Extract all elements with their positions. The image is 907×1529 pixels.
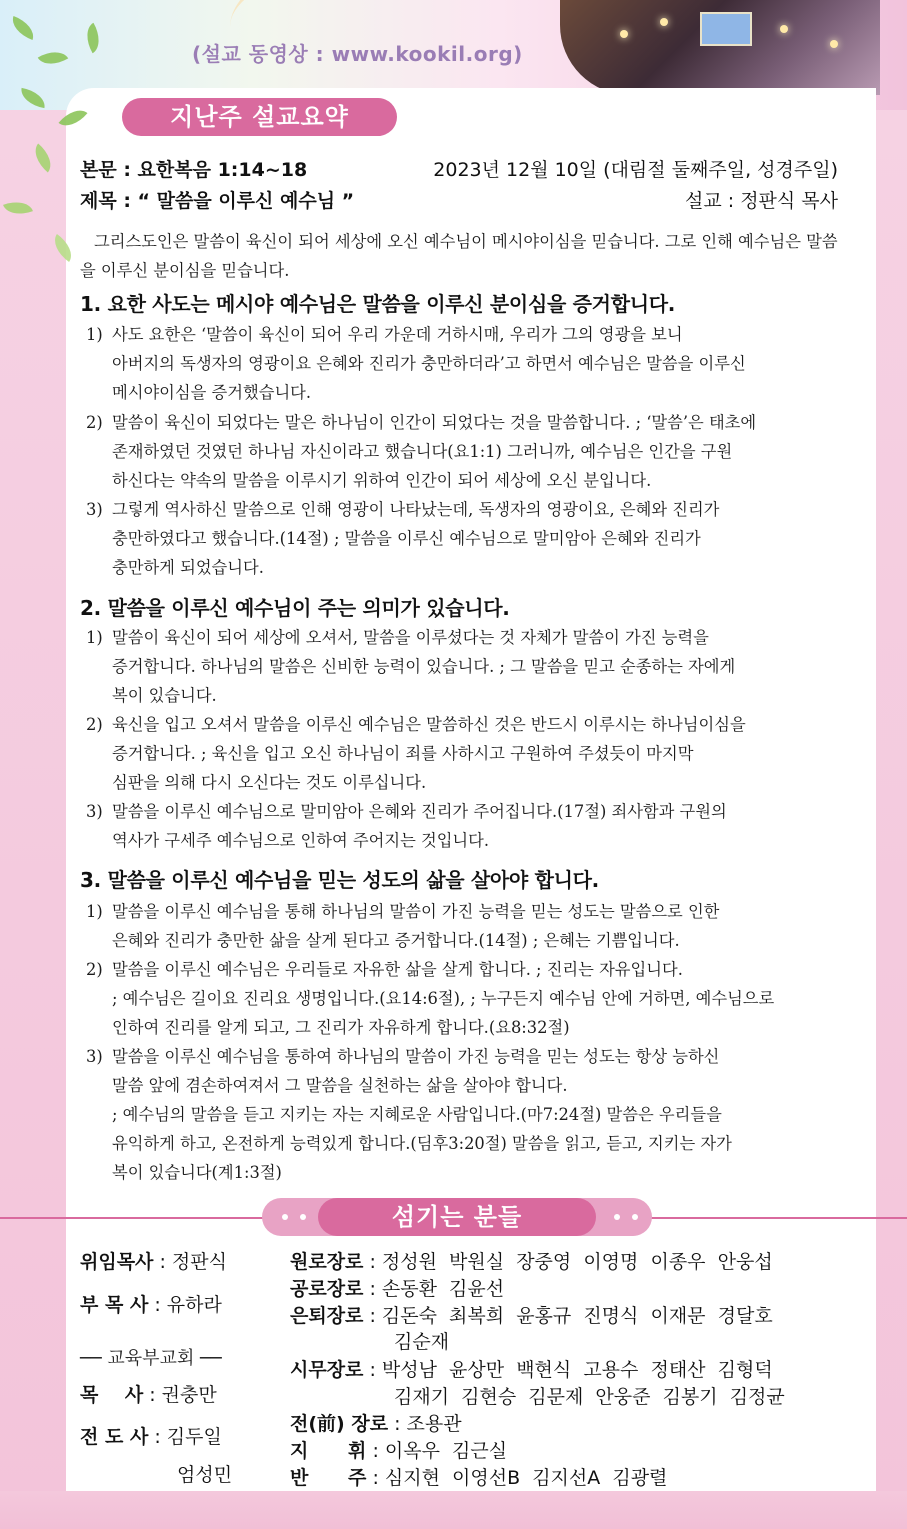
sermon-title: 제목 : “ 말씀을 이루신 예수님 ”: [80, 190, 355, 212]
item-number: 3): [86, 1047, 103, 1066]
item-line: ; 예수님의 말씀을 듣고 지키는 자는 지혜로운 사람입니다.(마7:24절) 말씀은 우리들을: [112, 1105, 722, 1124]
item-number: 2): [86, 960, 103, 979]
item-line: 인하여 진리를 알게 되고, 그 진리가 자유하게 합니다.(요8:32절): [112, 1018, 570, 1037]
item-line: 복이 있습니다(계1:3절): [112, 1163, 282, 1182]
list-item: [86, 955, 840, 1042]
footer-band: [0, 1491, 907, 1529]
elder-names: 김순재: [394, 1331, 450, 1353]
elder-names: 김돈숙 최복희 윤홍규 진명식 이재문 경달호: [381, 1305, 773, 1327]
staff-names: 정판식: [171, 1251, 227, 1273]
item-line: ; 예수님은 길이요 진리요 생명입니다.(요14:6절), ; 누구든지 예수님 안에 거하면, 예수님으로: [112, 989, 775, 1008]
preacher: 설교 : 정판식 목사: [685, 190, 838, 212]
item-number: 3): [86, 802, 103, 821]
education-division-label: ── 교육부교회 ──: [80, 1348, 222, 1369]
staff-role: 목 사: [80, 1384, 144, 1406]
elder-role: 공로장로: [290, 1278, 364, 1300]
item-number: 1): [86, 325, 103, 344]
elder-row: 시무장로 : 박성남 윤상만 백현식 고용수 정태산 김형덕: [290, 1359, 773, 1381]
item-line: 말씀을 이루신 예수님으로 말미암아 은혜와 진리가 주어집니다.(17절) 죄사함과 구원의: [112, 802, 727, 821]
list-item: [86, 408, 840, 495]
item-number: 2): [86, 413, 103, 432]
item-line: 그렇게 역사하신 말씀으로 인해 영광이 나타났는데, 독생자의 영광이요, 은혜와 진리가: [112, 500, 720, 519]
elder-names: 이옥우 김근실: [384, 1440, 508, 1462]
item-line: 사도 요한은 ‘말씀이 육신이 되어 우리 가운데 거하시매, 우리가 그의 영광을 보니: [112, 325, 683, 344]
church-worship-photo: [560, 0, 880, 95]
elder-names: 박성남 윤상만 백현식 고용수 정태산 김형덕: [381, 1359, 773, 1381]
staff-role: 전 도 사: [80, 1426, 149, 1448]
staff-names: 엄성민: [177, 1464, 233, 1486]
item-line: 유익하게 하고, 온전하게 능력있게 합니다.(딤후3:20절) 말씀을 읽고, 듣고, 지키는 자가: [112, 1134, 732, 1153]
list-item: [86, 897, 840, 955]
elder-row: [394, 1327, 449, 1354]
list-item: [86, 495, 840, 582]
elder-names: 조용관: [406, 1413, 462, 1435]
elder-names: 손동환 김윤선: [381, 1278, 505, 1300]
staff-names: 유하라: [166, 1294, 222, 1316]
elder-names: 심지현 이영선B 김지선A 김광렬: [384, 1467, 668, 1489]
elder-names: 정성원 박원실 장중영 이영명 이종우 안웅섭: [381, 1251, 773, 1273]
sermon-video-url[interactable]: (설교 동영상 : www.kookil.org): [192, 42, 523, 66]
item-line: 하신다는 약속의 말씀을 이루시기 위하여 인간이 되어 세상에 오신 분입니다.: [112, 471, 652, 490]
staff-role: 부 목 사: [80, 1294, 149, 1316]
item-line: 존재하였던 것였던 하나님 자신이라고 했습니다(요1:1) 그러니까, 예수님은 인간을 구원: [112, 442, 733, 461]
elder-row: 공로장로 : 손동환 김윤선: [290, 1278, 505, 1300]
intro-paragraph: 그리스도인은 말씀이 육신이 되어 세상에 오신 예수님이 메시야이심을 믿습니다. 그로 인해 예수님은 말씀을 이루신 분이심을 믿습니다.: [80, 232, 838, 280]
elder-role: 시무장로: [290, 1359, 364, 1381]
section-heading-1: 1. 요한 사도는 메시야 예수님은 말씀을 이루신 분이심을 증거합니다.: [80, 292, 676, 316]
section-heading-2: 2. 말씀을 이루신 예수님이 주는 의미가 있습니다.: [80, 596, 510, 620]
item-line: 말씀이 육신이 되어 세상에 오셔서, 말씀을 이루셨다는 것 자체가 말씀이 가진 능력을: [112, 628, 709, 647]
item-line: 말씀을 이루신 예수님은 우리들로 자유한 삶을 살게 합니다. ; 진리는 자유입니다.: [112, 960, 683, 979]
divider-dot: [632, 1214, 638, 1220]
item-line: 아버지의 독생자의 영광이요 은혜와 진리가 충만하더라’고 하면서 예수님은 말씀을 이루신: [112, 354, 746, 373]
list-item: [86, 1042, 840, 1187]
staff-row: 위임목사 : 정판식: [80, 1247, 227, 1274]
staff-names: 김두일: [166, 1426, 222, 1448]
elder-row: 반 주 : 심지현 이영선B 김지선A 김광렬: [290, 1467, 668, 1489]
elder-role: 반 주: [290, 1467, 367, 1489]
elder-row: 지 휘 : 이옥우 김근실: [290, 1440, 508, 1462]
divider-dot: [300, 1214, 306, 1220]
divider-dot: [282, 1214, 288, 1220]
elder-role: 전(前) 장로: [290, 1413, 389, 1435]
scripture-reference: 본문 : 요한복음 1:14~18: [80, 159, 308, 181]
staff-row: 부 목 사 : 유하라: [80, 1290, 222, 1317]
staff-row: 목 사 : 권충만: [80, 1380, 217, 1407]
elder-row: 전(前) 장로 : 조용관: [290, 1413, 462, 1435]
elder-row: 은퇴장로 : 김돈숙 최복희 윤홍규 진명식 이재문 경달호: [290, 1305, 773, 1327]
elder-role: 원로장로: [290, 1251, 364, 1273]
item-line: 말씀이 육신이 되었다는 말은 하나님이 인간이 되었다는 것을 말씀합니다. ; ‘말씀’은 태초에: [112, 413, 757, 432]
item-line: 육신을 입고 오셔서 말씀을 이루신 예수님은 말씀하신 것은 반드시 이루시는 하나님이심을: [112, 715, 746, 734]
elder-names: 김재기 김현승 김문제 안웅준 김봉기 김정균: [394, 1386, 785, 1408]
staff-role: 위임목사: [80, 1251, 154, 1273]
item-line: 메시야이심을 증거했습니다.: [112, 383, 312, 402]
elder-row: 원로장로 : 정성원 박원실 장중영 이영명 이종우 안웅섭: [290, 1251, 773, 1273]
item-line: 증거합니다. ; 육신을 입고 오신 하나님이 죄를 사하시고 구원하여 주셨듯이 마지막: [112, 744, 694, 763]
staff-names: 권충만: [161, 1384, 217, 1406]
item-line: 충만하게 되었습니다.: [112, 558, 264, 577]
elder-role: 지 휘: [290, 1440, 367, 1462]
section-title-serving: 섬기는 분들: [318, 1198, 596, 1236]
item-line: 말씀을 이루신 예수님을 통해 하나님의 말씀이 가진 능력을 믿는 성도는 말씀으로 인한: [112, 902, 720, 921]
list-item: [86, 797, 840, 855]
item-line: 심판을 의해 다시 오신다는 것도 이루십니다.: [112, 773, 427, 792]
item-line: 말씀 앞에 겸손하여져서 그 말씀을 실천하는 삶을 살아야 합니다.: [112, 1076, 568, 1095]
staff-row: [177, 1460, 232, 1487]
staff-row: 전 도 사 : 김두일: [80, 1422, 222, 1449]
item-line: 증거합니다. 하나님의 말씀은 신비한 능력이 있습니다. ; 그 말씀을 믿고 순종하는 자에게: [112, 657, 736, 676]
item-line: 말씀을 이루신 예수님을 통하여 하나님의 말씀이 가진 능력을 믿는 성도는 항상 능하신: [112, 1047, 720, 1066]
item-line: 복이 있습니다.: [112, 686, 217, 705]
item-line: 은혜와 진리가 충만한 삶을 살게 된다고 증거합니다.(14절) ; 은혜는 기쁨입니다.: [112, 931, 680, 950]
item-number: 2): [86, 715, 103, 734]
sermon-date: 2023년 12월 10일 (대림절 둘째주일, 성경주일): [433, 159, 838, 181]
list-item: [86, 623, 840, 710]
list-item: [86, 320, 840, 407]
list-item: [86, 710, 840, 797]
item-line: 역사가 구세주 예수님으로 인하여 주어지는 것입니다.: [112, 831, 490, 850]
elder-row: [394, 1382, 785, 1409]
item-line: 충만하였다고 했습니다.(14절) ; 말씀을 이루신 예수님으로 말미암아 은혜와 진리가: [112, 529, 701, 548]
item-number: 3): [86, 500, 103, 519]
item-number: 1): [86, 902, 103, 921]
item-number: 1): [86, 628, 103, 647]
section-heading-3: 3. 말씀을 이루신 예수님을 믿는 성도의 삶을 살아야 합니다.: [80, 868, 599, 892]
section-title-sermon-summary: 지난주 설교요약: [122, 98, 397, 136]
divider-dot: [614, 1214, 620, 1220]
elder-role: 은퇴장로: [290, 1305, 364, 1327]
